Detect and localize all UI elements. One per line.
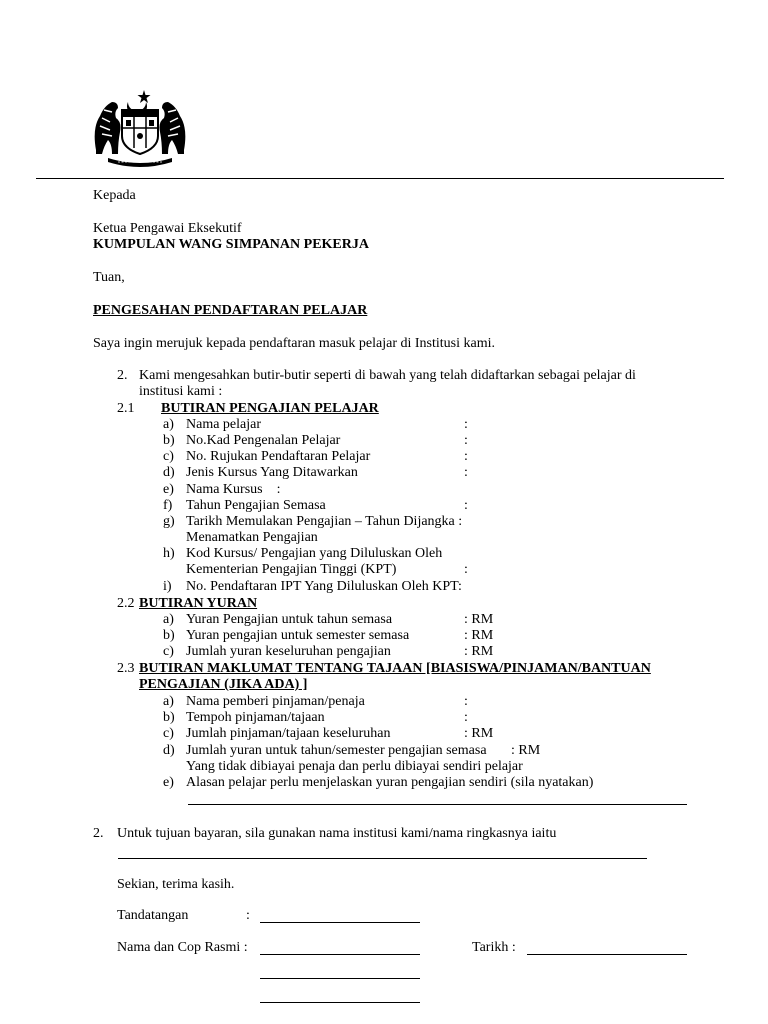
date-label: Tarikh : — [472, 940, 516, 955]
student-name-label: Nama pelajar — [186, 417, 262, 432]
field-colon: : — [464, 710, 468, 725]
para2-line2: institusi kami : — [139, 384, 223, 399]
item-letter: b) — [163, 433, 175, 448]
course-code-label: Kod Kursus/ Pengajian yang Diluluskan Oleh — [186, 546, 443, 561]
recipient-title: Ketua Pengawai Eksekutif — [93, 221, 242, 236]
item-letter: a) — [163, 694, 174, 709]
greeting: Tuan, — [93, 270, 125, 285]
item-letter: g) — [163, 514, 175, 529]
item-letter: a) — [163, 612, 174, 627]
para2-number: 2. — [117, 368, 128, 383]
section-2-3-number: 2.3 — [117, 661, 135, 676]
field-colon-rm: : RM — [511, 743, 541, 758]
name-stamp-fill-line[interactable] — [260, 954, 420, 955]
field-colon: : — [464, 498, 468, 513]
self-fund-reason-label: Alasan pelajar perlu menjelaskan yuran pengajian sendiri (sila nyatakan) — [186, 775, 594, 790]
sponsor-total-label: Jumlah pinjaman/tajaan keseluruhan — [186, 726, 391, 741]
ic-number-label: No.Kad Pengenalan Pelajar — [186, 433, 341, 448]
total-fee-label: Jumlah yuran keseluruhan pengajian — [186, 644, 391, 659]
study-dates-label: Tarikh Memulakan Pengajian – Tahun Dijangka : — [186, 514, 463, 529]
field-colon-rm: : RM — [464, 628, 494, 643]
unfunded-fee-label-cont: Yang tidak dibiayai penaja dan perlu dibiayai sendiri pelajar — [186, 759, 523, 774]
study-dates-label-cont: Menamatkan Pengajian — [186, 530, 318, 545]
signature-label: Tandatangan — [117, 908, 189, 923]
signature-fill-line[interactable] — [260, 922, 420, 923]
item-letter: e) — [163, 775, 174, 790]
letter-subject: PENGESAHAN PENDAFTARAN PELAJAR — [93, 303, 368, 318]
field-colon: : — [464, 433, 468, 448]
field-colon-rm: : RM — [464, 644, 494, 659]
item-letter: e) — [163, 482, 174, 497]
item-letter: h) — [163, 546, 175, 561]
institution-name-fill-line[interactable] — [118, 858, 647, 859]
payment-number: 2. — [93, 826, 104, 841]
course-type-label: Jenis Kursus Yang Ditawarkan — [186, 465, 358, 480]
section-2-1-number: 2.1 — [117, 401, 135, 416]
item-letter: c) — [163, 726, 174, 741]
para2-line1: Kami mengesahkan butir-butir seperti di bawah yang telah didaftarkan sebagai pelajar di — [139, 368, 636, 383]
date-fill-line[interactable] — [527, 954, 687, 955]
intro-paragraph: Saya ingin merujuk kepada pendaftaran masuk pelajar di Institusi kami. — [93, 336, 495, 351]
sponsor-period-label: Tempoh pinjaman/tajaan — [186, 710, 325, 725]
name-stamp-label: Nama dan Cop Rasmi : — [117, 940, 248, 955]
closing-thanks: Sekian, terima kasih. — [117, 877, 235, 892]
section-2-3-heading-cont: PENGAJIAN (JIKA ADA) ] — [139, 677, 308, 692]
field-colon: : — [464, 417, 468, 432]
recipient-org: KUMPULAN WANG SIMPANAN PEKERJA — [93, 237, 369, 252]
current-year-label: Tahun Pengajian Semasa — [186, 498, 326, 513]
course-name-label: Nama Kursus : — [186, 482, 281, 497]
payment-instruction: Untuk tujuan bayaran, sila gunakan nama institusi kami/nama ringkasnya iaitu — [117, 826, 557, 841]
signature-colon: : — [246, 908, 250, 923]
item-letter: a) — [163, 417, 174, 432]
field-colon-rm: : RM — [464, 726, 494, 741]
item-letter: b) — [163, 628, 175, 643]
yearly-fee-label: Yuran Pengajian untuk tahun semasa — [186, 612, 393, 627]
section-2-2-number: 2.2 — [117, 596, 135, 611]
sponsor-name-label: Nama pemberi pinjaman/penaja — [186, 694, 365, 709]
semester-fee-label: Yuran pengajian untuk semester semasa — [186, 628, 410, 643]
item-letter: f) — [163, 498, 173, 513]
section-2-3-heading: BUTIRAN MAKLUMAT TENTANG TAJAAN [BIASISWA/PINJAMAN/BANTUAN — [139, 661, 651, 676]
field-colon: : — [464, 449, 468, 464]
item-letter: c) — [163, 644, 174, 659]
field-colon-rm: : RM — [464, 612, 494, 627]
field-colon: : — [464, 562, 468, 577]
registration-ref-label: No. Rujukan Pendaftaran Pelajar — [186, 449, 371, 464]
section-2-1-heading: BUTIRAN PENGAJIAN PELAJAR — [161, 401, 379, 416]
item-letter: d) — [163, 465, 175, 480]
ipt-registration-label: No. Pendaftaran IPT Yang Diluluskan Oleh KPT: — [186, 579, 462, 594]
item-letter: i) — [163, 579, 172, 594]
header-rule — [36, 178, 724, 179]
unfunded-fee-label: Jumlah yuran untuk tahun/semester pengajian semasa — [186, 743, 487, 758]
item-letter: d) — [163, 743, 175, 758]
field-colon: : — [464, 465, 468, 480]
item-letter: b) — [163, 710, 175, 725]
name-stamp-fill-line-2[interactable] — [260, 978, 420, 979]
salutation-to: Kepada — [93, 188, 136, 203]
field-colon: : — [464, 694, 468, 709]
course-code-label-cont: Kementerian Pengajian Tinggi (KPT) — [186, 562, 397, 577]
reason-fill-line[interactable] — [188, 804, 687, 805]
section-2-2-heading: BUTIRAN YURAN — [139, 596, 258, 611]
item-letter: c) — [163, 449, 174, 464]
name-stamp-fill-line-3[interactable] — [260, 1002, 420, 1003]
coat-of-arms-logo — [88, 88, 192, 168]
